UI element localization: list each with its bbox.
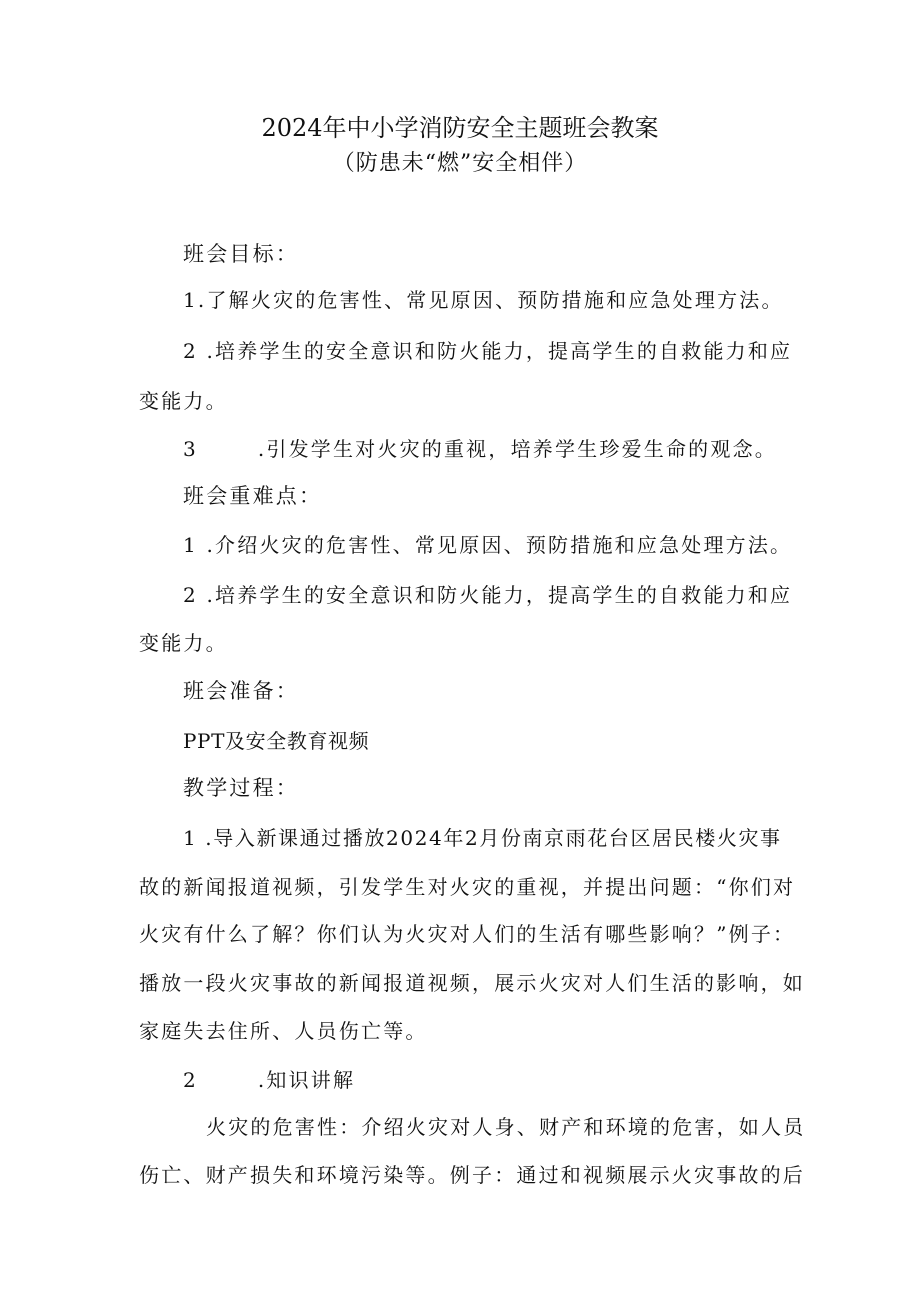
- process-item-2-para-1-cont: 伤亡、财产损失和环境污染等。例子：通过和视频展示火灾事故的后: [139, 1163, 805, 1187]
- goal-item-2: 2 .培养学生的安全意识和防火能力，提高学生的自救能力和应: [183, 339, 793, 363]
- process-item-2: 2 .知识讲解: [183, 1068, 356, 1092]
- goal-item-1: 1.了解火灾的危害性、常见原因、预防措施和应急处理方法。: [183, 288, 784, 312]
- goal-item-3: 3 .引发学生对火灾的重视，培养学生珍爱生命的观念。: [183, 437, 777, 461]
- process-item-1-line-5: 家庭失去住所、人员伤亡等。: [139, 1019, 428, 1043]
- keypoint-item-1: 1 .介绍火灾的危害性、常见原因、预防措施和应急处理方法。: [183, 533, 793, 557]
- goal-item-2-cont: 变能力。: [139, 389, 228, 413]
- section-heading-keypoints: 班会重难点：: [183, 484, 323, 508]
- section-heading-goals: 班会目标：: [183, 242, 299, 266]
- process-item-2-para-1: 火灾的危害性：介绍火灾对人身、财产和环境的危害，如人员: [206, 1115, 806, 1139]
- process-item-1-line-4: 播放一段火灾事故的新闻报道视频，展示火灾对人们生活的影响，如: [139, 971, 805, 995]
- process-item-1-line-3: 火灾有什么了解？你们认为火灾对人们的生活有哪些影响？”例子：: [139, 922, 796, 946]
- section-heading-process: 教学过程：: [183, 776, 299, 800]
- process-item-1: 1 .导入新课通过播放2024年2月份南京雨花台区居民楼火灾事: [183, 826, 782, 850]
- keypoint-item-2: 2 .培养学生的安全意识和防火能力，提高学生的自救能力和应: [183, 583, 793, 607]
- keypoint-item-2-cont: 变能力。: [139, 631, 228, 655]
- process-item-1-line-2: 故的新闻报道视频，引发学生对火灾的重视，并提出问题：“你们对: [139, 875, 796, 899]
- preparation-item: PPT及安全教育视频: [183, 729, 370, 753]
- section-heading-preparation: 班会准备：: [183, 679, 299, 703]
- document-subtitle: （防患未“燃”安全相伴）: [332, 151, 588, 176]
- document-title: 2024年中小学消防安全主题班会教案: [261, 114, 659, 142]
